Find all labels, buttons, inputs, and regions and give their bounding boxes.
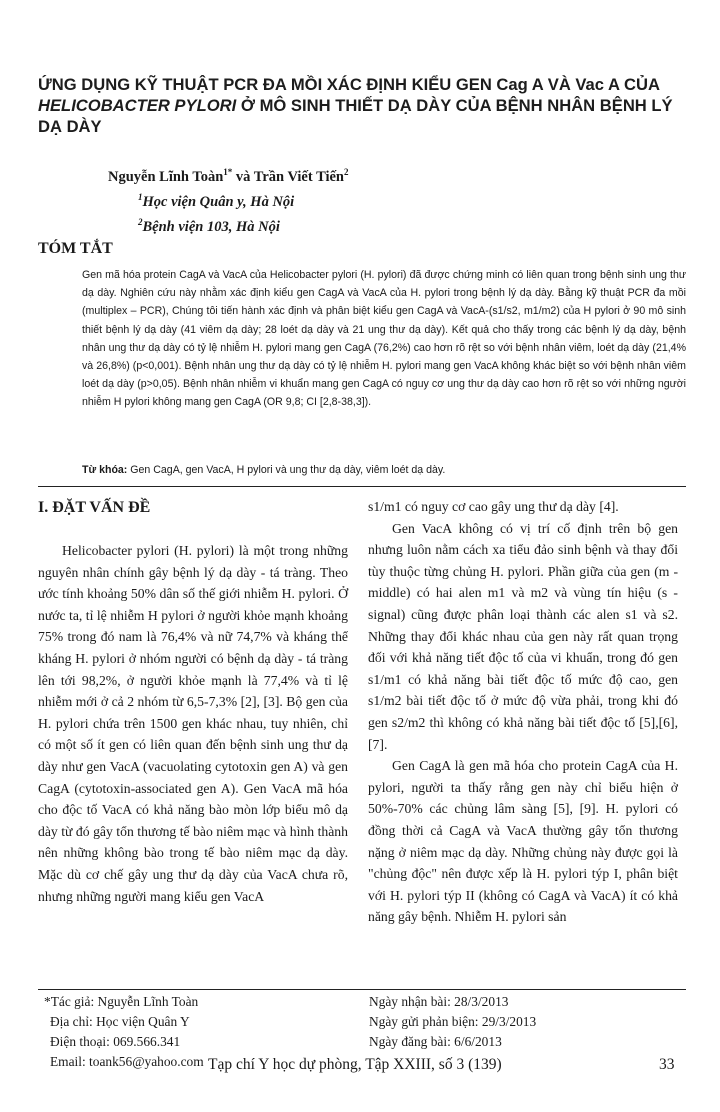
author-2-sup: 2 [344,167,349,177]
abstract-heading: TÓM TẮT [38,240,113,257]
title-part1: ỨNG DỤNG KỸ THUẬT PCR ĐA MỒI XÁC ĐỊNH KIỂU GEN Cag A VÀ Vac A CỦA [38,75,660,94]
right-paragraph-2: Gen VacA không có vị trí cố định trên bộ gen nhưng luôn nằm cách xa tiểu đảo sinh bệnh và thay đổi tùy thuộc từng chủng H. pylori. Phần giữa của gen (m - middle) có hai alen m1 và m2 và vùng tín hiệu (s - signal) cũng được phân loại thành các alen s1 và s2. Những thay đổi khác nhau của gen này rất quan trọng đối với khả năng tiết độc tố của vi khuẩn, trong đó gen s1/m1 có khả năng bài tiết độc tố mức độ cao, gen s1/m2 bài tiết độc tố ở mức độ vừa phải, trong khi đó gen s2/m2 thì không có khả năng bài tiết độc tố [5],[6],[7]. [368,520,678,752]
title-part2: Ở MÔ SINH THIẾT DẠ DÀY CỦA BỆNH NHÂN BỆNH LÝ DẠ DÀY [38,96,673,136]
right-column [368,496,678,928]
left-column [38,496,348,907]
affiliation-1-text: Học viện Quân y, Hà Nội [142,193,295,210]
section-divider [38,486,686,487]
author-names [108,162,668,187]
date-received: Ngày nhận bài: 28/3/2013 [369,994,509,1009]
keywords-label: Từ khóa: [82,464,128,476]
affiliation-1-sup: 1 [138,191,143,202]
author-conj: và [232,168,254,185]
affiliation-2-sup: 2 [138,216,143,227]
corresponding-author: *Tác giả: Nguyễn Lĩnh Toàn [44,994,199,1009]
author-2: Trần Viết Tiến [253,168,345,185]
author-address: Địa chỉ: Học viện Quân Y [50,1014,190,1029]
keywords [82,461,686,479]
footer-divider [38,989,686,990]
dates-block [369,992,679,1052]
author-1: Nguyễn Lĩnh Toàn [108,168,224,185]
date-published: Ngày đăng bài: 6/6/2013 [369,1034,502,1049]
title-italic-name: HELICOBACTER PYLORI [38,96,237,115]
right-continuation: s1/m1 có nguy cơ cao gây ung thư dạ dày [4]. [368,499,619,514]
author-phone: Điện thoại: 069.566.341 [50,1034,181,1049]
author-1-sup: 1* [223,167,233,177]
right-paragraph-3: Gen CagA là gen mã hóa cho protein CagA của H. pylori, người ta thấy rằng gen này chỉ biểu hiện ở 50%-70% các chủng lâm sàng [5], [9]. H. pylori có đồng thời cả CagA và VacA thường gây tổn thương nặng ở niêm mạc dạ dày. Những chủng này được gọi là "chủng độc" nên được xếp là H. pylori týp I, phân biệt với H. pylori týp II (không có CagA và VacA) ít có khả năng gây bệnh. Nhiễm H. pylori sản [368,758,678,925]
page-number: 33 [659,1056,675,1073]
keywords-text: Gen CagA, gen VacA, H pylori và ung thư dạ dày, viêm loét dạ dày. [127,464,446,476]
author-email: Email: toank56@yahoo.com [50,1054,204,1069]
affiliation-2 [108,212,668,237]
date-reviewed: Ngày gửi phản biện: 29/3/2013 [369,1014,537,1029]
journal-footer: Tạp chí Y học dự phòng, Tập XXIII, số 3 (139) [208,1056,502,1073]
left-paragraph: Helicobacter pylori (H. pylori) là một trong những nguyên nhân chính gây bệnh lý dạ dày - tá tràng. Theo ước tính khoảng 50% dân số thế giới nhiễm H. pylori. Ở nước ta, tỉ lệ nhiễm H pylori ở người khỏe mạnh khoảng 75% trong đó nam là 76,4% và nữ 74,7% và kháng thể kháng H. pylori ở nhóm người có bệnh dạ dày - tá tràng lên tới 98,2%, ở người khỏe mạnh là 77,4% và tỉ lệ nhiễm mới ở cả 2 nhóm từ 6,5-7,3% [2], [3]. Bộ gen của H. pylori chứa trên 1500 gen khác nhau, tuy nhiên, chỉ có một số ít gen có liên quan đến bệnh sinh ung thư dạ dày như gen VacA (vacuolating cytotoxin gen A) và gen CagA (cytotoxin-associated gen A). Gen VacA mã hóa cho độc tố VacA có khả năng bào mòn lớp biểu mô dạ dày từ đó gây tổn thương tế bào niêm mạc và hình thành nên những không bào trong tế bào niêm mạc dạ dày. Mặc dù cơ chế gây ung thư dạ dày của VacA chưa rõ, nhưng những người mang kiểu gen VacA [38,543,348,904]
article-title [38,74,688,137]
abstract-text: Gen mã hóa protein CagA và VacA của Helicobacter pylori (H. pylori) đã được chứng minh có liên quan trong bệnh sinh ung thư dạ dày. Nghiên cứu này nhằm xác định kiểu gen CagA và VacA của H. pylori trong bệnh lý dạ dày. Bằng kỹ thuật PCR đa mồi (multiplex – PCR), Chúng tôi tiến hành xác định và phân biệt kiểu gen CagA và VacA-(s1/s2, m1/m2) của H pylori ở 90 mô sinh thiết bệnh lý dạ dày (41 viêm dạ dày; 28 loét dạ dày và 21 ung thư dạ dày). Kết quả cho thấy trong các bệnh lý dạ dày, bệnh nhân ung thư dạ dày có tỷ lệ nhiễm H. pylori mang gen CagA (76,2%) cao hơn rõ rệt so với bệnh nhân viêm, loét dạ dày (21,4% và 26,8%) (p<0,001). Bệnh nhân ung thư dạ dày có tỷ lệ nhiễm H. pylori mang gen VacA không khác biệt so với bệnh nhân viêm loét dạ dày (p>0,05). Bệnh nhân nhiễm vi khuẩn mang gen CagA có nguy cơ ung thư dạ dày cao hơn rõ rệt so với những người nhiễm H pylori không mang gen CagA (OR 9,8; CI [2,8-38,3]). [82,269,686,409]
section-heading: I. ĐẶT VẤN ĐỀ [38,499,151,516]
affiliation-1 [108,187,668,212]
affiliation-2-text: Bệnh viện 103, Hà Nội [142,218,280,235]
author-block [108,162,668,236]
